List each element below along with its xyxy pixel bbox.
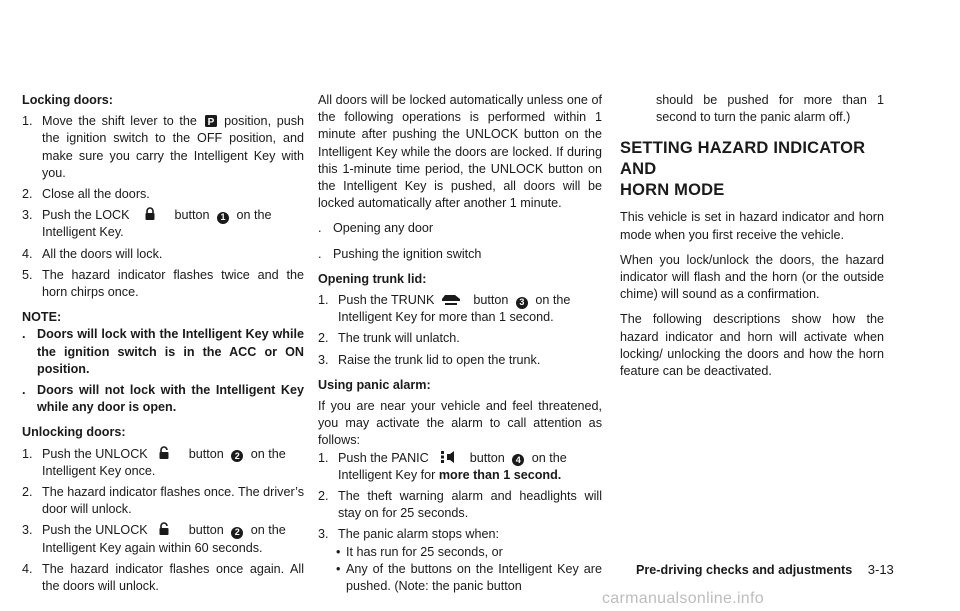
sub-bullet: • It has run for 25 seconds, or — [336, 544, 503, 559]
unlocking-heading: Unlocking doors: — [22, 425, 126, 440]
section-paragraph: The following descriptions show how the hazard indicator and horn will activate when locking/ unlocking the doors and how the horn feature can be deactivated. — [620, 312, 884, 379]
watermark: carmanualsonline.info — [602, 590, 764, 607]
section-paragraph: This vehicle is set in hazard indicator and horn mode when you first receive the vehicle. — [620, 210, 884, 242]
panic-icon — [440, 450, 456, 464]
lock-step-5: 5. The hazard indicator flashes twice and the horn chirps once. — [22, 267, 304, 300]
park-icon — [205, 115, 217, 127]
middle-column — [318, 92, 602, 595]
page-number: 3-13 — [867, 562, 894, 577]
panic-step-2: 2. The theft warning alarm and headlights will stay on for 25 seconds. — [318, 489, 602, 521]
sub-bullet: • Any of the buttons on the Intelligent Key are pushed. (Note: the panic button — [336, 561, 602, 594]
lock-step-2: 2. Close all the doors. — [22, 187, 150, 202]
unlock-step-4: 4. The hazard indicator flashes once again. All the doors will unlock. — [22, 561, 304, 594]
lock-step-3: 3. Push the LOCK button 1 on the Intelligent Key. — [22, 208, 272, 240]
callout-2: 2 — [231, 527, 243, 539]
lock-step-4: 4. All the doors will lock. — [22, 246, 163, 261]
callout-2: 2 — [231, 450, 243, 462]
right-column — [620, 92, 884, 380]
trunk-step-1: 1. Push the TRUNK button 3 on the Intelligent Key for more than 1 second. — [318, 293, 571, 325]
unlock-icon — [157, 522, 171, 536]
locking-heading: Locking doors: — [22, 93, 113, 107]
note-2: . Doors will not lock with the Intelligent Key while any door is open. — [22, 383, 304, 415]
panic-step-1: 1. Push the PANIC button 4 on the Intelligent Key for more than 1 second. — [318, 450, 567, 482]
note-1: . Doors will lock with the Intelligent Key while the ignition switch is in the ACC or ON position. — [22, 327, 304, 376]
bullet-item: . Pushing the ignition switch — [318, 246, 482, 261]
panic-continuation: should be pushed for more than 1 second to turn the panic alarm off.) — [656, 93, 884, 125]
section-paragraph: When you lock/unlock the doors, the hazard indicator will flash and the horn (or the outside chime) will sound as a confirmation. — [620, 252, 884, 302]
unlock-step-1: 1. Push the UNLOCK button 2 on the Intelligent Key once. — [22, 446, 286, 478]
panic-paragraph: If you are near your vehicle and feel threatened, you may activate the alarm to call attention as follows: — [318, 399, 602, 448]
unlock-step-3: 3. Push the UNLOCK button 2 on the Intelligent Key again within 60 seconds. — [22, 523, 286, 555]
trunk-heading: Opening trunk lid: — [318, 271, 427, 286]
callout-1: 1 — [217, 212, 229, 224]
trunk-step-2: 2. The trunk will unlatch. — [318, 331, 460, 346]
page-footer — [636, 562, 894, 577]
svg-text:P: P — [207, 117, 214, 128]
lock-icon — [143, 207, 157, 221]
unlock-step-2: 2. The hazard indicator flashes once. The driver’s door will unlock. — [22, 485, 304, 517]
auto-lock-paragraph: All doors will be locked automatically unless one of the following operations is performed within 1 minute after pushing the UNLOCK button on the Intelligent Key while the doors are locked. If during this 1-minute time period, the UNLOCK button on the Intelligent Key is pushed, all doors will be locked automatically after another 1 minute. — [318, 93, 602, 211]
panic-step-3: 3. The panic alarm stops when: — [318, 527, 500, 542]
callout-3: 3 — [516, 297, 528, 309]
note-label: NOTE: — [22, 310, 62, 325]
trunk-icon — [440, 292, 462, 306]
callout-4: 4 — [512, 454, 524, 466]
section-title: SETTING HAZARD INDICATOR AND HORN MODE — [620, 139, 866, 200]
trunk-step-3: 3. Raise the trunk lid to open the trunk. — [318, 352, 541, 367]
left-column — [22, 92, 304, 595]
footer-label: Pre-driving checks and adjustments — [636, 563, 853, 577]
panic-heading: Using panic alarm: — [318, 377, 431, 392]
lock-step-1: 1. Move the shift lever to the P position, push the ignition switch to the OFF position, and make sure you carry the Intelligent Key with you. — [22, 114, 305, 180]
bullet-item: . Opening any door — [318, 221, 434, 236]
unlock-icon — [157, 446, 171, 460]
